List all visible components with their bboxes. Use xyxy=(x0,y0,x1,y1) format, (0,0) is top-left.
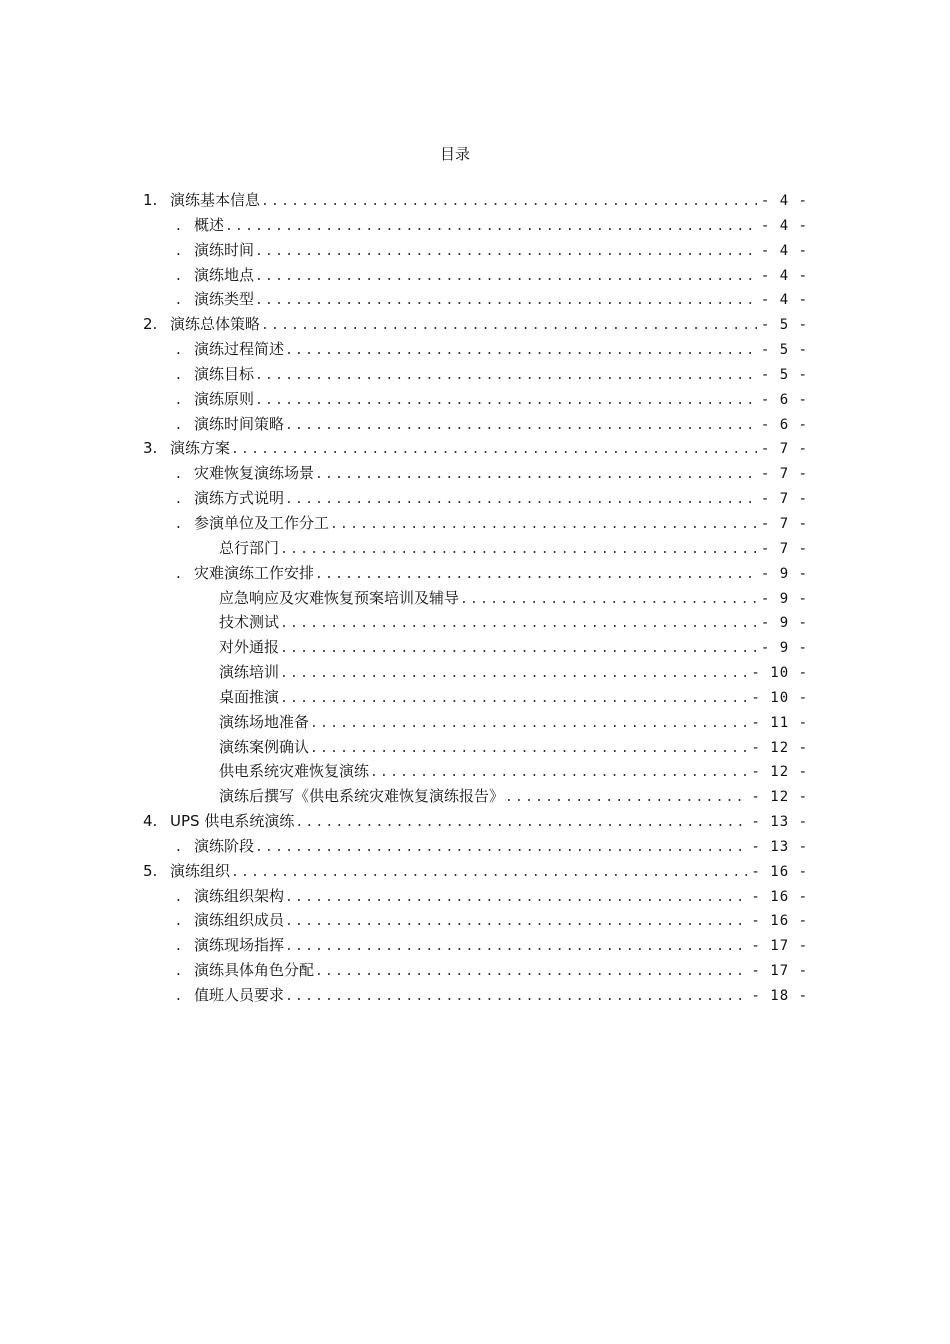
toc-leader-dots xyxy=(315,563,757,588)
toc-entry-number: 3. xyxy=(143,439,158,458)
toc-entry-page-number: - 11 - xyxy=(751,714,808,731)
toc-leader-dots xyxy=(315,960,747,985)
toc-leader-dots xyxy=(285,488,757,513)
toc-entry-page-number: - 16 - xyxy=(751,913,808,930)
toc-entry-label: 演练地点 xyxy=(194,265,255,284)
toc-entry-number xyxy=(143,561,194,586)
toc-entry-label: 演练阶段 xyxy=(194,836,255,855)
toc-entry-page-number: - 7 - xyxy=(760,515,808,532)
toc-entry-number-text: . xyxy=(176,961,181,980)
toc-entry[interactable] xyxy=(143,362,808,387)
toc-entry-number-text: . xyxy=(176,886,181,905)
toc-entry-label: 演练场地准备 xyxy=(219,712,310,731)
toc-entry-page-number: - 17 - xyxy=(751,963,808,980)
toc-entry-label: 演练目标 xyxy=(194,364,255,383)
toc-entry-page-number: - 7 - xyxy=(760,441,808,458)
toc-entry-number-text: . xyxy=(176,936,181,955)
toc-entry-page-number: - 7 - xyxy=(760,491,808,508)
toc-entry[interactable] xyxy=(143,287,808,312)
toc-entry-number-text: . xyxy=(176,911,181,930)
toc-entry-number xyxy=(143,933,194,958)
toc-entry-page-number: - 13 - xyxy=(751,814,808,831)
table-of-contents xyxy=(143,188,808,1008)
toc-leader-dots xyxy=(255,389,757,414)
toc-entry-label: 概述 xyxy=(194,215,225,234)
toc-entry-number-text: . xyxy=(176,414,181,433)
toc-entry[interactable] xyxy=(143,337,808,362)
toc-entry-page-number: - 6 - xyxy=(760,416,808,433)
toc-leader-dots xyxy=(330,513,757,538)
toc-entry-page-number: - 7 - xyxy=(760,540,808,557)
toc-entry-label: 演练案例确认 xyxy=(219,737,310,756)
toc-entry-page-number: - 4 - xyxy=(760,267,808,284)
toc-entry-label: 演练培训 xyxy=(219,663,280,682)
toc-entry[interactable] xyxy=(143,735,808,760)
toc-entry-number: 4. xyxy=(143,812,158,831)
toc-entry-number xyxy=(143,958,194,983)
toc-entry-label: 演练时间策略 xyxy=(194,414,285,433)
toc-entry-number xyxy=(143,287,194,312)
toc-leader-dots xyxy=(285,414,757,439)
toc-entry-number xyxy=(143,461,194,486)
toc-entry-number xyxy=(143,238,194,263)
toc-entry[interactable] xyxy=(143,436,808,461)
page-title: 目录 xyxy=(439,145,470,163)
toc-leader-dots xyxy=(285,910,747,935)
toc-entry-label: 演练总体策略 xyxy=(170,315,261,334)
toc-leader-dots xyxy=(280,612,757,637)
toc-entry[interactable] xyxy=(143,660,808,685)
toc-entry[interactable] xyxy=(143,933,808,958)
toc-leader-dots xyxy=(280,662,747,687)
toc-entry-number xyxy=(143,362,194,387)
toc-entry[interactable] xyxy=(143,610,808,635)
toc-leader-dots xyxy=(255,364,757,389)
toc-entry[interactable] xyxy=(143,213,808,238)
toc-entry-page-number: - 7 - xyxy=(760,466,808,483)
toc-leader-dots xyxy=(310,712,747,737)
toc-entry-number xyxy=(143,213,194,238)
toc-entry-page-number: - 12 - xyxy=(751,789,808,806)
toc-leader-dots xyxy=(225,215,757,240)
toc-leader-dots xyxy=(310,737,747,762)
toc-entry-number xyxy=(143,884,194,909)
toc-entry[interactable] xyxy=(143,511,808,536)
toc-entry-label: 供电系统灾难恢复演练 xyxy=(219,762,370,781)
toc-leader-dots xyxy=(255,265,757,290)
toc-leader-dots xyxy=(261,190,757,215)
toc-entry-page-number: - 17 - xyxy=(751,938,808,955)
toc-leader-dots xyxy=(231,438,757,463)
toc-entry-label: 演练基本信息 xyxy=(170,191,261,209)
toc-entry-number-text: . xyxy=(176,340,181,359)
toc-entry[interactable] xyxy=(143,263,808,288)
toc-entry-label: 演练现场指挥 xyxy=(194,936,285,955)
toc-entry-number-text: . xyxy=(176,563,181,582)
toc-entry-number xyxy=(143,263,194,288)
toc-entry-page-number: - 16 - xyxy=(751,863,808,880)
toc-entry-number-text: . xyxy=(176,265,181,284)
toc-leader-dots xyxy=(370,761,747,786)
toc-entry[interactable] xyxy=(143,188,808,213)
toc-entry-label: 对外通报 xyxy=(219,638,280,657)
toc-entry-page-number: - 5 - xyxy=(760,366,808,383)
toc-leader-dots xyxy=(231,861,747,886)
toc-entry[interactable] xyxy=(143,635,808,660)
toc-entry-number-text: . xyxy=(176,489,181,508)
toc-leader-dots xyxy=(255,240,757,265)
toc-entry-number xyxy=(143,834,194,859)
toc-entry-label: 参演单位及工作分工 xyxy=(194,513,330,532)
toc-entry[interactable] xyxy=(143,412,808,437)
toc-entry-label: 演练后撰写《供电系统灾难恢复演练报告》 xyxy=(219,787,505,806)
toc-leader-dots xyxy=(255,836,747,861)
toc-entry-number-text: . xyxy=(176,364,181,383)
toc-entry[interactable] xyxy=(143,908,808,933)
toc-entry-label: 演练组织成员 xyxy=(194,911,285,930)
toc-leader-dots xyxy=(460,588,757,613)
toc-entry-label: UPS 供电系统演练 xyxy=(170,812,295,831)
toc-entry-page-number: - 9 - xyxy=(760,640,808,657)
toc-entry-label: 值班人员要求 xyxy=(194,986,285,1004)
toc-entry-number xyxy=(143,486,194,511)
toc-entry-label: 总行部门 xyxy=(219,538,280,557)
toc-entry[interactable] xyxy=(143,983,808,1008)
toc-entry[interactable] xyxy=(143,759,808,784)
toc-leader-dots xyxy=(285,339,757,364)
toc-entry-label: 应急响应及灾难恢复预案培训及辅导 xyxy=(219,588,460,607)
toc-entry-number-text: . xyxy=(176,986,181,1004)
toc-entry-page-number: - 5 - xyxy=(760,342,808,359)
toc-entry-label: 桌面推演 xyxy=(219,687,280,706)
toc-entry[interactable] xyxy=(143,387,808,412)
toc-leader-dots xyxy=(280,687,747,712)
toc-entry[interactable] xyxy=(143,312,808,337)
toc-entry-page-number: - 5 - xyxy=(760,317,808,334)
toc-entry-label: 演练组织 xyxy=(170,861,231,880)
toc-entry-number-text: . xyxy=(176,389,181,408)
toc-entry-label: 演练方式说明 xyxy=(194,489,285,508)
toc-leader-dots xyxy=(315,463,757,488)
toc-entry-number: 2. xyxy=(143,315,158,334)
toc-entry-number xyxy=(143,387,194,412)
toc-entry-number xyxy=(143,511,194,536)
toc-entry-number-text: . xyxy=(176,290,181,309)
toc-entry[interactable] xyxy=(143,238,808,263)
toc-entry-page-number: - 10 - xyxy=(751,689,808,706)
toc-entry[interactable] xyxy=(143,685,808,710)
toc-entry[interactable] xyxy=(143,784,808,809)
toc-entry-label: 技术测试 xyxy=(219,613,280,632)
toc-entry-number xyxy=(143,337,194,362)
toc-entry[interactable] xyxy=(143,859,808,884)
toc-entry[interactable] xyxy=(143,884,808,909)
toc-entry-label: 演练方案 xyxy=(170,439,231,458)
toc-entry-page-number: - 4 - xyxy=(760,292,808,309)
toc-entry-label: 演练组织架构 xyxy=(194,886,285,905)
toc-entry-page-number: - 10 - xyxy=(751,665,808,682)
toc-entry-number-text: . xyxy=(176,464,181,483)
toc-entry-page-number: - 9 - xyxy=(760,565,808,582)
toc-leader-dots xyxy=(285,886,747,911)
toc-entry-label: 灾难演练工作安排 xyxy=(194,563,315,582)
toc-leader-dots xyxy=(295,811,747,836)
toc-entry-number xyxy=(143,412,194,437)
toc-entry-label: 灾难恢复演练场景 xyxy=(194,464,315,483)
toc-entry-number-text: . xyxy=(176,215,181,234)
toc-entry[interactable] xyxy=(143,834,808,859)
toc-entry[interactable] xyxy=(143,586,808,611)
toc-leader-dots xyxy=(505,786,747,811)
toc-entry-page-number: - 4 - xyxy=(760,217,808,234)
toc-entry-number-text: . xyxy=(176,513,181,532)
toc-entry[interactable] xyxy=(143,486,808,511)
toc-leader-dots xyxy=(280,637,757,662)
toc-leader-dots xyxy=(255,289,757,314)
toc-entry-label: 演练过程简述 xyxy=(194,340,285,359)
toc-entry-page-number: - 12 - xyxy=(751,764,808,781)
toc-entry-number: 5. xyxy=(143,861,158,880)
toc-entry-number-text: . xyxy=(176,836,181,855)
toc-entry-page-number: - 6 - xyxy=(760,391,808,408)
toc-entry-number: 1. xyxy=(143,191,158,209)
toc-entry[interactable] xyxy=(143,461,808,486)
toc-leader-dots xyxy=(285,985,747,1010)
toc-entry-number xyxy=(143,983,194,1008)
toc-entry-label: 演练具体角色分配 xyxy=(194,961,315,980)
toc-entry-page-number: - 16 - xyxy=(751,888,808,905)
toc-entry-page-number: - 12 - xyxy=(751,739,808,756)
toc-entry[interactable] xyxy=(143,561,808,586)
toc-entry[interactable] xyxy=(143,809,808,834)
toc-entry-label: 演练时间 xyxy=(194,240,255,259)
toc-leader-dots xyxy=(285,935,747,960)
toc-entry[interactable] xyxy=(143,958,808,983)
toc-entry-label: 演练类型 xyxy=(194,290,255,309)
toc-entry-number xyxy=(143,908,194,933)
toc-entry-number-text: . xyxy=(176,240,181,259)
toc-entry[interactable] xyxy=(143,710,808,735)
toc-leader-dots xyxy=(261,314,757,339)
toc-entry-page-number: - 4 - xyxy=(760,242,808,259)
toc-entry-page-number: - 18 - xyxy=(751,988,808,1004)
toc-entry[interactable] xyxy=(143,536,808,561)
toc-entry-page-number: - 4 - xyxy=(760,193,808,209)
toc-entry-label: 演练原则 xyxy=(194,389,255,408)
toc-entry-page-number: - 9 - xyxy=(760,615,808,632)
toc-entry-page-number: - 13 - xyxy=(751,838,808,855)
toc-leader-dots xyxy=(280,538,757,563)
toc-entry-page-number: - 9 - xyxy=(760,590,808,607)
